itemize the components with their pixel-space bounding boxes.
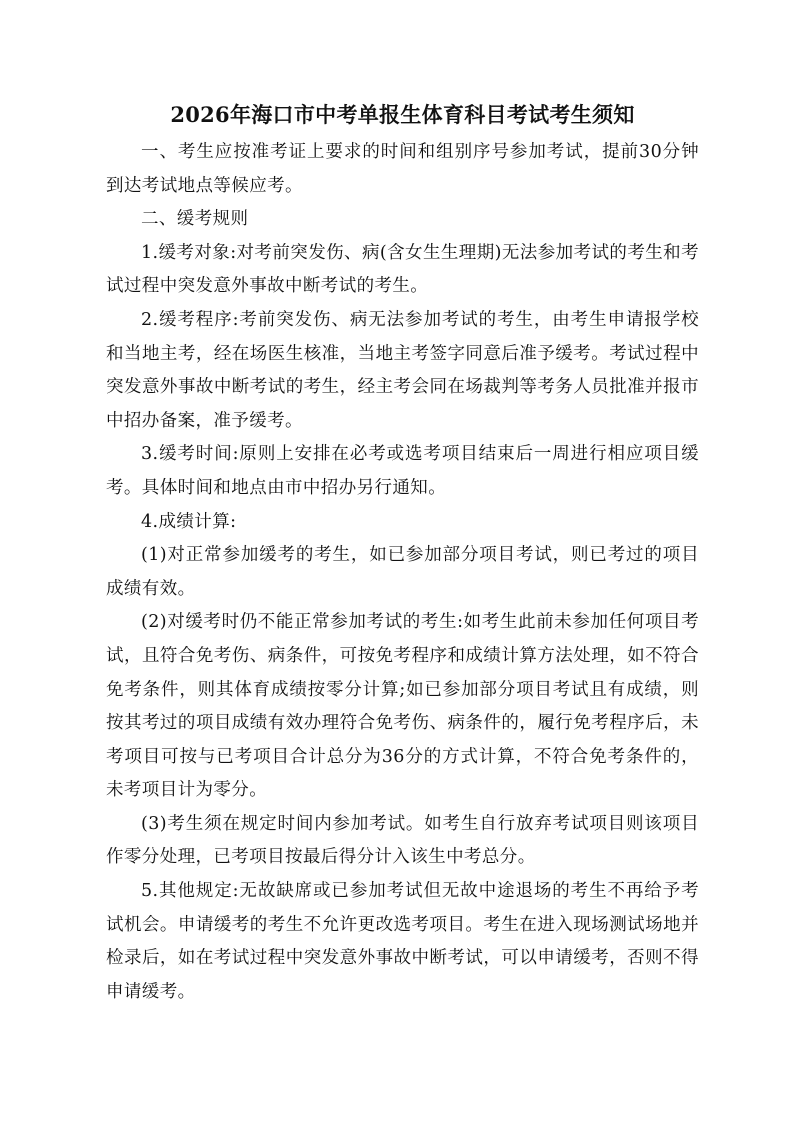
paragraph-score-rule-2: (2)对缓考时仍不能正常参加考试的考生:如考生此前未参加任何项目考试，且符合免考伤、病条件，可按免考程序和成绩计算方法处理，如不符合免考条件，则其体育成绩按零分计算;如已参加部分项目考试且有成绩，则按其考过的项目成绩有效办理符合免考伤、病条件的，履行免考程序后，未考项目可按与已考项目合计总分为36分的方式计算，不符合免考条件的，未考项目计为零分。 — [106, 612, 699, 801]
paragraph-arrival-rule: 一、考生应按准考证上要求的时间和组别序号参加考试，提前30分钟到达考试地点等候应考。 — [106, 142, 699, 196]
document-title: 2026年海口市中考单报生体育科目考试考生须知 — [170, 102, 635, 127]
paragraph-deferral-time: 3.缓考时间:原则上安排在必考或选考项目结束后一周进行相应项目缓考。具体时间和地点由市中招办另行通知。 — [106, 444, 699, 498]
document-page — [106, 98, 699, 1009]
paragraph-score-rule-3: (3)考生须在规定时间内参加考试。如考生自行放弃考试项目则该项目作零分处理，已考项目按最后得分计入该生中考总分。 — [106, 813, 699, 868]
paragraph-deferral-heading: 二、缓考规则 — [141, 209, 249, 230]
paragraph-other-rules: 5.其他规定:无故缺席或已参加考试但无故中途退场的考生不再给予考试机会。申请缓考的考生不允许更改选考项目。考生在进入现场测试场地并检录后，如在考试过程中突发意外事故中断考试，可以申请缓考，否则不得申请缓考。 — [106, 881, 699, 1002]
paragraph-score-heading: 4.成绩计算: — [141, 511, 237, 532]
paragraph-deferral-procedure: 2.缓考程序:考前突发伤、病无法参加考试的考生，由考生申请报学校和当地主考，经在场医生核准，当地主考签字同意后准予缓考。考试过程中突发意外事故中断考试的考生，经主考会同在场裁判等考务人员批准并报市中招办备案，准予缓考。 — [106, 309, 699, 431]
paragraph-deferral-eligibility: 1.缓考对象:对考前突发伤、病(含女生生理期)无法参加考试的考生和考试过程中突发意外事故中断考试的考生。 — [106, 242, 699, 297]
paragraph-score-rule-1: (1)对正常参加缓考的考生，如已参加部分项目考试，则已考过的项目成绩有效。 — [106, 545, 699, 599]
